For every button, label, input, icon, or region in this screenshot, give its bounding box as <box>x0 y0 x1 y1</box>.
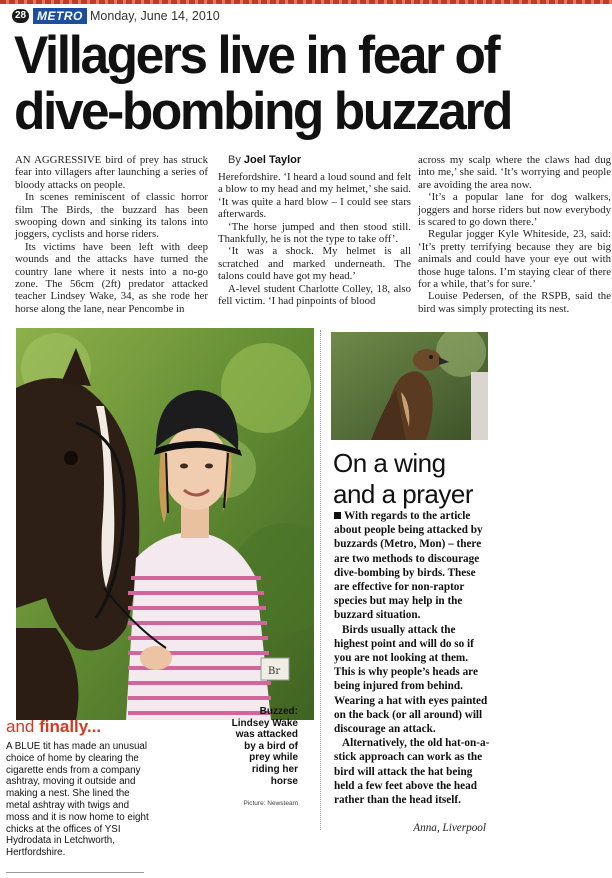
byline-author: Joel Taylor <box>243 154 302 166</box>
column-divider <box>320 330 321 830</box>
byline-prefix: By <box>228 154 241 166</box>
metro-logo: METRO <box>33 8 87 24</box>
top-rule <box>0 0 612 4</box>
article-column-2 <box>218 154 411 307</box>
article-paragraph: Louise Pedersen, of the RSPB, said the bird was simply protecting its nest. <box>418 290 611 315</box>
letter-paragraph-text: With regards to the article about people being attacked by buzzards (Metro, Mon) – there are two methods to discourage dive-bombing by birds. These are effective for non-raptor species but may help in the buzzard situation. <box>334 510 483 622</box>
photo-caption <box>228 706 298 787</box>
and-finally-heading-bold: finally... <box>39 717 102 736</box>
headline-line-1: Villagers live in fear of <box>14 26 499 85</box>
letter-paragraph: Alternatively, the old hat-on-a-stick approach can work as the bird will attack the hat being held a few feet above the head rather than the head itself. <box>334 737 490 807</box>
article-paragraph: ‘It was a shock. My helmet is all scratched and marked underneath. The talons could have got my head.’ <box>218 245 411 283</box>
rider-horse-photo <box>16 328 314 720</box>
buzzard-illustration <box>331 332 488 440</box>
svg-text:Br: Br <box>268 666 281 677</box>
article-paragraph: Herefordshire. ‘I heard a loud sound and felt a blow to my head and my helmet,’ she said. ‘It was quite a hard blow – I could see stars afterwards. <box>218 171 411 221</box>
rider-horse-illustration <box>16 328 314 720</box>
buzzard-photo <box>331 332 488 440</box>
letter-title-line-2: and a prayer <box>333 479 473 509</box>
caption-text: Lindsey Wake was attacked by a bird of prey while riding her horse <box>231 717 298 787</box>
caption-label: Buzzed: <box>259 706 298 717</box>
article-column-1 <box>15 154 208 315</box>
letter-title-line-1: On a wing <box>333 448 446 478</box>
article-paragraph: across my scalp where the claws had dug into me,’ she said. ‘It’s worrying and people are avoiding the area now. <box>418 154 611 191</box>
letter-paragraph: Birds usually attack the highest point and will do so if you are not looking at them. This is why people’s heads are being injured from behind. Wearing a hat with eyes painted on the back (or all around) will discourage an attack. <box>334 623 488 736</box>
article-paragraph: ‘It’s a popular lane for dog walkers, joggers and horse riders but now everybody is scared to go down there.’ <box>418 191 611 229</box>
photo-credit: Picture: Newsteam <box>243 800 298 807</box>
square-bullet-icon <box>334 512 341 519</box>
article-paragraph: In scenes reminiscent of classic horror film The Birds, the buzzard has been swooping down and sinking its talons into joggers, cyclists and horse riders. <box>15 191 208 241</box>
article-paragraph: A-level student Charlotte Colley, 18, also fell victim. ‘I had pinpoints of blood <box>218 282 411 308</box>
article-column-3 <box>418 154 611 315</box>
article-paragraph: ‘The horse jumped and then stood still. Thankfully, he is not the type to take off’. <box>218 220 411 246</box>
reader-letter <box>334 509 490 807</box>
letter-paragraph <box>334 509 490 623</box>
page-number: 28 <box>12 9 29 23</box>
letter-signoff: Anna, Liverpool <box>413 822 486 834</box>
letter-title <box>333 448 503 510</box>
bottom-rule <box>6 872 144 873</box>
article-paragraph: AN AGGRESSIVE bird of prey has struck fear into villagers after launching a series of bloody attacks on people. <box>15 154 208 191</box>
headline-line-2: dive-bombing buzzard <box>14 82 512 141</box>
and-finally-heading-plain: and <box>6 717 35 736</box>
and-finally-story: A BLUE tit has made an unusual choice of home by clearing the cigarette ends from a company ashtray, moving it outside and making a nest. She lined the metal ashtray with twigs and moss and it is now home to eight chicks at the offices of YSI Hydrodata in Letchworth, Hertfordshire. <box>6 741 149 859</box>
issue-date: Monday, June 14, 2010 <box>90 9 220 23</box>
and-finally-heading <box>6 717 101 737</box>
article-paragraph: Regular jogger Kyle Whiteside, 23, said: ‘It’s pretty terrifying because they are big animals and could have your eye out with those huge talons. I’m staying clear of there for a while, that’s for sure.’ <box>418 228 611 291</box>
headline <box>14 28 590 140</box>
byline <box>218 154 411 166</box>
article-paragraph: Its victims have been left with deep wounds and the attacks have turned the country lane where it nests into a no-go zone. The 56cm (2ft) predator attacked teacher Lindsey Wake, 34, as she rode her horse along the lane, near Pencombe in <box>15 240 208 315</box>
